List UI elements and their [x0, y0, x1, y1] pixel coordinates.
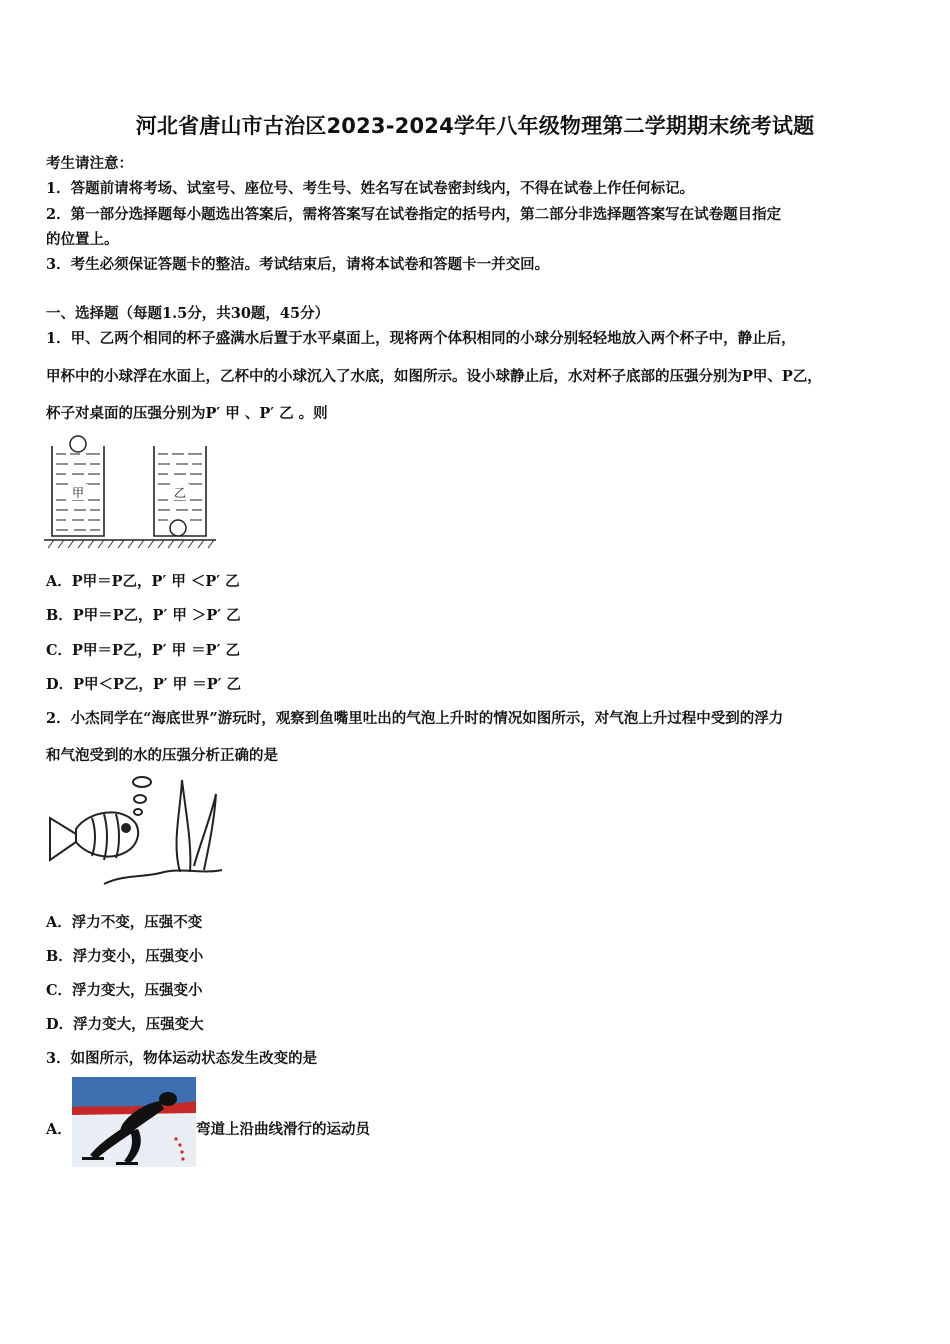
notice-item: 3．考生必须保证答题卡的整洁。考试结束后，请将本试卷和答题卡一并交回。 [46, 256, 550, 273]
bubble-small [134, 809, 142, 815]
seaweed [177, 780, 191, 872]
q2-option-a[interactable]: A．浮力不变，压强不变 [46, 914, 203, 931]
cups-figure [44, 434, 220, 550]
q1-text-line: 1．甲、乙两个相同的杯子盛满水后置于水平桌面上，现将两个体积相同的小球分别轻轻地放入两个杯子中，静止后， [46, 330, 796, 347]
section-heading: 一、选择题（每题1.5分，共30题，45分） [46, 305, 330, 322]
q2-option-c[interactable]: C．浮力变大，压强变小 [46, 982, 203, 999]
q3-option-a-label[interactable]: A． [46, 1121, 72, 1138]
cup-jia-label: 甲 [71, 486, 85, 500]
q2-text-line: 和气泡受到的水的压强分析正确的是 [46, 747, 278, 764]
q1-option-c[interactable]: C．P甲＝P乙，P′ 甲 ＝P′ 乙 [46, 642, 240, 659]
page-title: 河北省唐山市古治区2023-2024学年八年级物理第二学期期末统考试题 [135, 114, 815, 138]
notice-item: 2．第一部分选择题每小题选出答案后，需将答案写在试卷指定的括号内，第二部分非选择题答案写在试卷题目指定 [46, 206, 782, 223]
sunk-ball [170, 520, 186, 536]
bubble-large [133, 777, 151, 787]
q1-text-line: 杯子对桌面的压强分别为P′ 甲 、P′ 乙 。则 [46, 405, 328, 422]
q1-text-line: 甲杯中的小球浮在水面上，乙杯中的小球沉入了水底，如图所示。设小球静止后，水对杯子底部的压强分别为P甲、P乙， [46, 368, 822, 385]
notice-heading: 考生请注意： [46, 155, 133, 172]
fish-tail [50, 818, 76, 860]
fish-bubbles-figure [44, 774, 230, 894]
q2-text-line: 2．小杰同学在“海底世界”游玩时，观察到鱼嘴里吐出的气泡上升时的情况如图所示，对气泡上升过程中受到的浮力 [46, 710, 784, 727]
q2-option-b[interactable]: B．浮力变小，压强变小 [46, 948, 204, 965]
q3-text-line: 3．如图所示，物体运动状态发生改变的是 [46, 1050, 318, 1067]
fish-eye [122, 824, 130, 832]
q1-option-b[interactable]: B．P甲＝P乙，P′ 甲 ＞P′ 乙 [46, 607, 241, 624]
q1-option-d[interactable]: D．P甲＜P乙，P′ 甲 ＝P′ 乙 [46, 676, 241, 693]
q3-option-a-text[interactable]: 弯道上沿曲线滑行的运动员 [196, 1121, 370, 1138]
bubble-medium [134, 795, 146, 803]
cup-yi-label: 乙 [173, 486, 187, 500]
q1-option-a[interactable]: A．P甲＝P乙，P′ 甲 ＜P′ 乙 [46, 573, 240, 590]
speed-skater-figure [72, 1077, 196, 1167]
q2-option-d[interactable]: D．浮力变大，压强变大 [46, 1016, 204, 1033]
floating-ball [70, 436, 86, 452]
notice-item: 1．答题前请将考场、试室号、座位号、考生号、姓名写在试卷密封线内，不得在试卷上作任何标记。 [46, 180, 695, 197]
notice-item: 的位置上。 [46, 231, 119, 248]
